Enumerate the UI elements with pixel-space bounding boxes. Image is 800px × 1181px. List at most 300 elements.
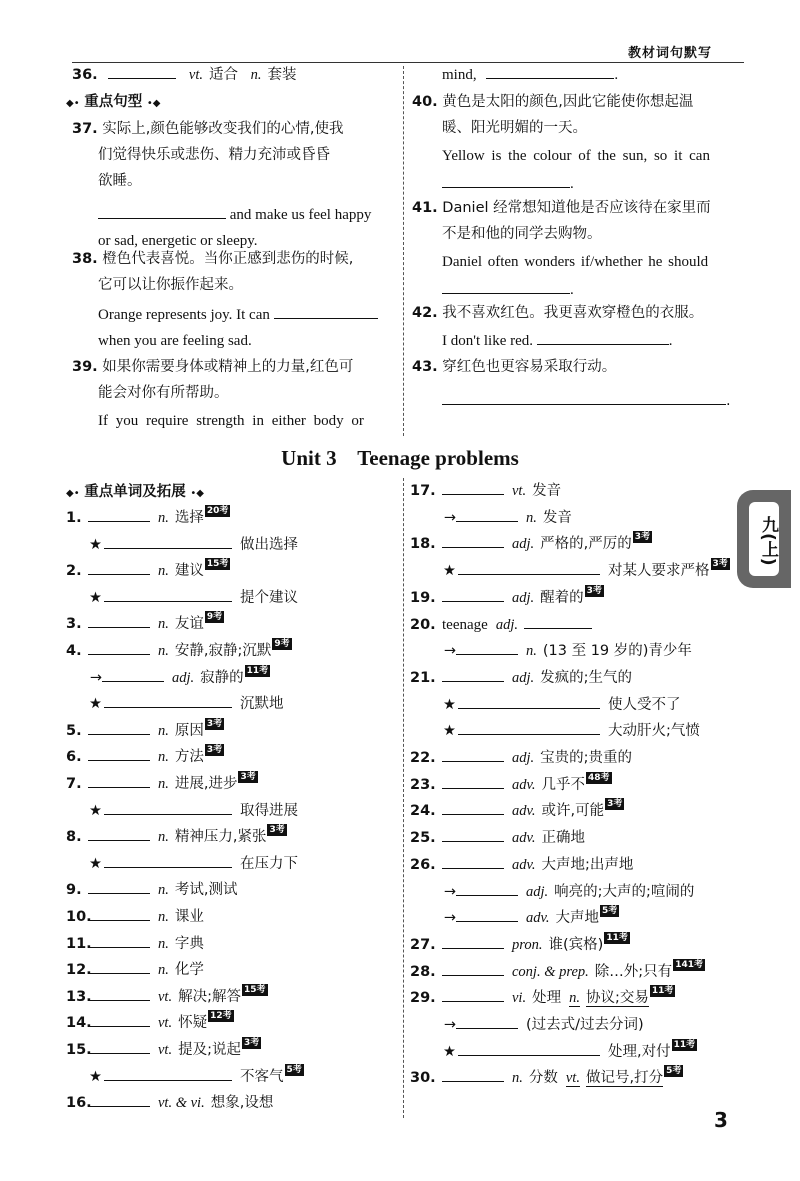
chinese-line: 穿红色也更容易采取行动。 xyxy=(442,359,617,375)
definition: 大声地;出声地 xyxy=(541,856,634,873)
definition: 严格的,严厉的 xyxy=(540,536,632,553)
question-number: 6. xyxy=(66,749,82,766)
definition: 大声地 xyxy=(555,910,599,927)
definition: 建议 xyxy=(174,563,204,580)
part-of-speech: n. xyxy=(158,643,169,659)
chinese-line: 我不喜欢红色。我更喜欢穿橙色的衣服。 xyxy=(442,305,704,321)
english-line: Daniel often wonders if/whether he should xyxy=(442,254,709,270)
answer-blank[interactable] xyxy=(88,1010,150,1027)
answer-blank[interactable] xyxy=(442,388,726,405)
definition: 做出选择 xyxy=(240,536,298,553)
question-42: 42. 我不喜欢红色。我更喜欢穿橙色的衣服。 I don't like red. . xyxy=(412,300,737,354)
part-of-speech: vt. xyxy=(188,67,203,83)
chinese-line: 们觉得快乐或悲伤、精力充沛或昏昏 xyxy=(98,147,330,163)
vocab-row xyxy=(66,824,287,850)
answer-blank[interactable] xyxy=(442,585,504,602)
section-title: 重点句型 xyxy=(84,94,143,110)
definition: 正确地 xyxy=(541,830,585,847)
exam-count-badge: 5考 xyxy=(602,906,618,917)
question-number: 9. xyxy=(66,882,82,899)
question-43: 43. 穿红色也更容易采取行动。 . xyxy=(412,354,737,414)
exam-count-badge: 48考 xyxy=(588,772,610,783)
answer-blank[interactable] xyxy=(458,718,600,735)
vocab-row xyxy=(410,478,561,504)
answer-blank[interactable] xyxy=(104,691,232,708)
definition: 响亮的;大声的;喧闹的 xyxy=(554,883,695,900)
definition: 进展,进步 xyxy=(174,776,238,792)
question-number: 29. xyxy=(410,990,436,1007)
exam-count-badge: 3考 xyxy=(634,532,651,543)
vocab-row xyxy=(66,771,258,797)
english-line: Orange represents joy. It can xyxy=(98,307,270,323)
chinese-line: 欲睡。 xyxy=(98,173,142,189)
vocab-row xyxy=(66,532,298,558)
vocab-row xyxy=(66,1090,273,1116)
answer-blank[interactable] xyxy=(104,1064,232,1081)
answer-blank[interactable] xyxy=(108,62,176,79)
vocab-row xyxy=(410,985,675,1011)
page-header-title: 教材词句默写 xyxy=(628,46,713,61)
vocab-row xyxy=(410,665,632,691)
part-of-speech: adv. xyxy=(512,830,536,847)
question-number: 3. xyxy=(66,616,82,633)
answer-blank[interactable] xyxy=(104,851,232,868)
answer-blank[interactable] xyxy=(458,692,600,709)
vocab-row xyxy=(66,611,224,637)
answer-blank[interactable] xyxy=(442,985,504,1002)
answer-blank[interactable] xyxy=(442,959,504,976)
vocab-row xyxy=(410,772,612,798)
answer-blank[interactable] xyxy=(88,824,150,841)
answer-blank[interactable] xyxy=(88,718,150,735)
vocab-row xyxy=(410,612,592,638)
definition: 适合 xyxy=(209,67,238,83)
exam-count-badge: 15考 xyxy=(206,559,229,570)
definition: 方法 xyxy=(174,749,204,766)
vocab-row xyxy=(410,852,633,878)
answer-blank[interactable] xyxy=(88,931,150,948)
answer-blank[interactable] xyxy=(442,825,504,842)
definition: 宝贵的;贵重的 xyxy=(540,750,633,766)
answer-blank[interactable] xyxy=(88,984,150,1001)
part-of-speech: n. xyxy=(158,829,169,846)
english-line: Yellow is the colour of the sun, so it can xyxy=(442,148,710,164)
answer-blank[interactable] xyxy=(442,171,570,188)
vocab-row xyxy=(410,879,694,905)
exam-count-badge: 11考 xyxy=(651,986,674,997)
vocab-row xyxy=(66,931,204,957)
grade-side-tab xyxy=(737,490,791,588)
vocab-row xyxy=(410,505,572,531)
diamond-icon: ◆• xyxy=(66,488,80,499)
english-line: or sad, energetic or sleepy. xyxy=(98,233,258,249)
definition: 做记号,打分 xyxy=(585,1070,664,1087)
part-of-speech: n. xyxy=(158,935,169,952)
part-of-speech: n. xyxy=(250,67,262,83)
definition: 醒着的 xyxy=(540,589,584,606)
question-number: 42. xyxy=(412,305,438,321)
part-of-speech: adj. xyxy=(526,883,549,900)
part-of-speech: vt. xyxy=(158,1042,173,1058)
exam-count-badge: 9考 xyxy=(274,639,290,649)
question-39-continued: mind, . xyxy=(442,62,618,88)
english-line: mind, xyxy=(442,67,477,83)
vocab-row xyxy=(66,638,292,664)
definition: 不客气 xyxy=(240,1068,284,1085)
definition: 发音 xyxy=(532,483,562,499)
answer-blank[interactable] xyxy=(274,302,378,319)
diamond-icon: •◆ xyxy=(190,488,204,499)
question-number: 12. xyxy=(66,962,92,979)
definition: 想象,设想 xyxy=(210,1095,274,1112)
english-line: and make us feel happy xyxy=(229,207,372,223)
question-number: 30. xyxy=(410,1070,436,1087)
headword: teenage xyxy=(442,616,488,633)
definition: 原因 xyxy=(174,722,204,739)
grade-label: 九(上) xyxy=(749,502,779,576)
answer-blank[interactable] xyxy=(456,638,518,655)
part-of-speech: adv. xyxy=(512,803,536,820)
definition: 谁(宾格) xyxy=(548,936,604,953)
part-of-speech: conj. & prep. xyxy=(512,963,589,980)
arrow-icon: → xyxy=(443,910,456,927)
arrow-icon: → xyxy=(443,509,456,526)
english-line: when you are feeling sad. xyxy=(98,333,252,349)
question-number: 2. xyxy=(66,563,82,580)
question-number: 38. xyxy=(72,251,98,267)
answer-blank[interactable] xyxy=(456,879,518,896)
question-number: 25. xyxy=(410,830,436,847)
definition: 套装 xyxy=(267,67,297,83)
question-number: 7. xyxy=(66,776,82,792)
part-of-speech: n. xyxy=(158,616,169,633)
answer-blank[interactable] xyxy=(88,957,150,974)
arrow-icon: → xyxy=(443,1017,456,1033)
definition: 除…外;只有 xyxy=(594,963,673,980)
vocab-row xyxy=(410,745,632,771)
definition: 友谊 xyxy=(174,616,204,633)
star-icon: ★ xyxy=(89,696,102,713)
part-of-speech: n. xyxy=(158,776,169,792)
vocab-row xyxy=(66,744,224,770)
answer-blank[interactable] xyxy=(456,505,518,522)
answer-blank[interactable] xyxy=(88,611,150,628)
question-number: 26. xyxy=(410,856,436,873)
question-number: 4. xyxy=(66,643,82,659)
chinese-line: 不是和他的同学去购物。 xyxy=(442,226,602,242)
part-of-speech: n. xyxy=(158,563,169,580)
vocab-row xyxy=(66,558,230,584)
question-37 xyxy=(72,116,397,254)
vocab-row xyxy=(410,718,700,744)
part-of-speech: n. xyxy=(158,909,169,925)
vocab-row xyxy=(410,1039,697,1065)
answer-blank[interactable] xyxy=(442,1065,504,1082)
answer-blank[interactable] xyxy=(442,665,504,682)
question-number: 18. xyxy=(410,536,436,553)
answer-blank[interactable] xyxy=(88,904,150,921)
definition: 几乎不 xyxy=(541,776,585,793)
exam-count-badge: 3考 xyxy=(586,585,602,596)
question-number: 41. xyxy=(412,200,438,216)
question-36 xyxy=(72,62,296,88)
chinese-line: 如果你需要身体或精神上的力量,红色可 xyxy=(102,359,354,375)
definition: 怀疑 xyxy=(178,1015,208,1032)
exam-count-badge: 5考 xyxy=(666,1066,682,1077)
star-icon: ★ xyxy=(89,1068,102,1085)
vocab-row xyxy=(66,665,270,691)
answer-blank[interactable] xyxy=(442,531,504,548)
question-number: 43. xyxy=(412,359,438,375)
exam-count-badge: 3考 xyxy=(206,718,223,729)
definition: 考试,测试 xyxy=(174,882,238,899)
answer-blank[interactable] xyxy=(88,744,150,761)
answer-blank[interactable] xyxy=(458,1039,600,1056)
part-of-speech: vt. xyxy=(158,988,173,1005)
vocab-row xyxy=(410,825,585,851)
definition: 在压力下 xyxy=(240,855,298,872)
question-number: 1. xyxy=(66,510,82,526)
exam-count-badge: 15考 xyxy=(243,984,266,995)
definition: 选择 xyxy=(174,510,204,526)
question-38 xyxy=(72,246,397,354)
question-40: 40. 黄色是太阳的颜色,因此它能使你想起温 暖、阳光明媚的一天。 Yellow is the colour of the sun, so it can . xyxy=(412,89,737,197)
definition: 使人受不了 xyxy=(608,696,681,713)
answer-blank[interactable] xyxy=(442,745,504,762)
part-of-speech: n. xyxy=(512,1070,523,1087)
answer-blank[interactable] xyxy=(104,585,232,602)
question-41: 41. Daniel 经常想知道他是否应该待在家里而 不是和他的同学去购物。 Daniel often wonders if/whether he should . xyxy=(412,195,737,303)
vocab-row xyxy=(66,798,298,824)
answer-blank[interactable] xyxy=(88,638,150,655)
part-of-speech: vt. xyxy=(565,1070,580,1087)
part-of-speech: vi. xyxy=(512,990,527,1007)
vocab-row xyxy=(66,1064,304,1090)
exam-count-badge: 3考 xyxy=(240,772,256,782)
english-line: I don't like red. xyxy=(442,333,534,349)
vocab-row xyxy=(410,692,681,718)
definition: 处理 xyxy=(532,990,562,1007)
column-divider-top xyxy=(403,66,404,436)
definition: 提个建议 xyxy=(240,589,298,606)
vocab-row xyxy=(410,558,730,584)
answer-blank[interactable] xyxy=(456,1012,518,1029)
star-icon: ★ xyxy=(89,589,102,606)
answer-blank[interactable] xyxy=(88,771,150,788)
question-number: 15. xyxy=(66,1042,92,1058)
vocab-row xyxy=(410,932,630,958)
vocab-row xyxy=(66,718,224,744)
english-line: If you require strength in either body or xyxy=(98,413,364,429)
answer-blank[interactable] xyxy=(537,328,669,345)
part-of-speech: pron. xyxy=(512,936,543,953)
vocab-row xyxy=(410,959,705,985)
diamond-icon: ◆• xyxy=(66,98,80,109)
definition: 课业 xyxy=(174,909,204,925)
chinese-line: 能会对你有所帮助。 xyxy=(98,385,229,401)
answer-blank[interactable] xyxy=(486,62,614,79)
part-of-speech: adv. xyxy=(512,776,536,793)
exam-count-badge: 9考 xyxy=(206,612,223,623)
answer-blank[interactable] xyxy=(442,798,504,815)
vocab-row xyxy=(410,531,652,557)
answer-blank[interactable] xyxy=(442,277,570,294)
question-number: 36. xyxy=(72,67,98,83)
definition: 大动肝火;气愤 xyxy=(608,723,700,740)
vocab-row xyxy=(66,1010,234,1036)
question-number: 39. xyxy=(72,359,98,375)
part-of-speech: n. xyxy=(158,962,169,979)
vocab-row xyxy=(66,851,298,877)
exam-count-badge: 20考 xyxy=(206,506,229,516)
vocab-row xyxy=(66,877,237,903)
definition: (13 至 19 岁的)青少年 xyxy=(542,643,692,660)
unit-title: Unit 3 Teenage problems xyxy=(281,446,519,470)
exam-count-badge: 11考 xyxy=(673,1039,696,1050)
star-icon: ★ xyxy=(443,696,456,713)
question-number: 24. xyxy=(410,803,436,820)
answer-blank[interactable] xyxy=(442,852,504,869)
definition: 发疯的;生气的 xyxy=(540,669,633,686)
chinese-line: Daniel 经常想知道他是否应该待在家里而 xyxy=(442,200,711,216)
definition: 发音 xyxy=(542,509,572,526)
part-of-speech: n. xyxy=(158,722,169,739)
answer-blank[interactable] xyxy=(442,932,504,949)
definition: 分数 xyxy=(528,1070,558,1087)
vocab-row xyxy=(410,905,619,931)
star-icon: ★ xyxy=(89,855,102,872)
answer-blank[interactable] xyxy=(442,478,504,495)
vocab-row xyxy=(66,984,268,1010)
vocab-row xyxy=(66,585,298,611)
question-number: 5. xyxy=(66,722,82,739)
answer-blank[interactable] xyxy=(88,877,150,894)
star-icon: ★ xyxy=(89,802,102,819)
vocab-row xyxy=(410,638,692,664)
definition: 解决;解答 xyxy=(178,988,241,1005)
question-number: 11. xyxy=(66,935,92,952)
exam-count-badge: 12考 xyxy=(210,1011,232,1022)
column-divider-bottom xyxy=(403,478,404,1118)
exam-count-badge: 11考 xyxy=(606,932,628,943)
exam-count-badge: 3考 xyxy=(269,825,285,836)
question-number: 22. xyxy=(410,750,436,766)
part-of-speech: n. xyxy=(526,643,537,660)
question-number: 8. xyxy=(66,829,82,846)
answer-blank[interactable] xyxy=(442,772,504,789)
exam-count-badge: 3考 xyxy=(206,745,223,756)
part-of-speech: vt. & vi. xyxy=(158,1095,205,1112)
exam-count-badge: 3考 xyxy=(607,799,623,810)
definition: 沉默地 xyxy=(240,696,284,713)
answer-blank[interactable] xyxy=(98,202,226,219)
part-of-speech: adj. xyxy=(512,750,535,766)
definition: 协议;交易 xyxy=(585,990,649,1007)
definition: (过去式/过去分词) xyxy=(526,1017,644,1033)
part-of-speech: adv. xyxy=(526,910,550,927)
question-number: 17. xyxy=(410,483,436,499)
vocab-row xyxy=(410,798,624,824)
answer-blank[interactable] xyxy=(104,798,232,815)
star-icon: ★ xyxy=(443,1043,456,1060)
question-number: 28. xyxy=(410,963,436,980)
arrow-icon: → xyxy=(89,669,102,686)
answer-blank[interactable] xyxy=(88,1037,150,1054)
question-number: 37. xyxy=(72,121,98,137)
part-of-speech: n. xyxy=(158,510,169,526)
question-number: 23. xyxy=(410,776,436,793)
vocab-row xyxy=(66,957,204,983)
vocab-row xyxy=(410,1065,683,1091)
question-39 xyxy=(72,354,397,434)
definition: 取得进展 xyxy=(240,802,298,819)
section-heading-vocab xyxy=(66,479,204,507)
definition: 化学 xyxy=(174,962,204,979)
definition: 或许,可能 xyxy=(541,803,605,820)
exam-count-badge: 3考 xyxy=(712,559,728,570)
definition: 字典 xyxy=(174,935,204,952)
chinese-line: 暖、阳光明媚的一天。 xyxy=(442,120,587,136)
star-icon: ★ xyxy=(443,723,456,740)
answer-blank[interactable] xyxy=(88,1090,150,1107)
question-number: 20. xyxy=(410,616,436,633)
chinese-line: 黄色是太阳的颜色,因此它能使你想起温 xyxy=(442,94,694,110)
definition: 精神压力,紧张 xyxy=(174,829,267,846)
question-number: 13. xyxy=(66,988,92,1005)
question-number: 16. xyxy=(66,1095,92,1112)
answer-blank[interactable] xyxy=(102,665,164,682)
diamond-icon: •◆ xyxy=(146,98,161,109)
exam-count-badge: 3考 xyxy=(243,1038,260,1048)
answer-blank[interactable] xyxy=(456,905,518,922)
definition: 安静,寂静;沉默 xyxy=(174,643,272,659)
part-of-speech: adv. xyxy=(512,856,536,873)
answer-blank[interactable] xyxy=(104,532,232,549)
question-number: 27. xyxy=(410,936,436,953)
star-icon: ★ xyxy=(89,536,102,553)
section-title: 重点单词及拓展 xyxy=(84,484,186,500)
chinese-line: 橙色代表喜悦。当你正感到悲伤的时候, xyxy=(102,251,354,267)
part-of-speech: adj. xyxy=(512,536,535,553)
vocab-row xyxy=(410,585,604,611)
exam-count-badge: 141考 xyxy=(675,959,703,970)
definition: 对某人要求严格 xyxy=(608,563,710,580)
part-of-speech: adj. xyxy=(512,589,535,606)
answer-blank[interactable] xyxy=(524,612,592,629)
part-of-speech: n. xyxy=(158,882,169,899)
vocab-row xyxy=(410,1012,644,1038)
star-icon: ★ xyxy=(443,563,456,580)
exam-count-badge: 11考 xyxy=(246,665,269,676)
question-number: 21. xyxy=(410,669,436,686)
definition: 处理,对付 xyxy=(608,1043,671,1060)
answer-blank[interactable] xyxy=(88,558,150,575)
part-of-speech: vt. xyxy=(158,1015,173,1032)
part-of-speech: adj. xyxy=(512,669,535,686)
answer-blank[interactable] xyxy=(458,558,600,575)
part-of-speech: n. xyxy=(569,990,580,1007)
chinese-line: 它可以让你振作起来。 xyxy=(98,277,243,293)
vocab-row xyxy=(66,505,230,531)
exam-count-badge: 5考 xyxy=(286,1064,302,1075)
question-number: 14. xyxy=(66,1015,92,1032)
part-of-speech: adj. xyxy=(495,616,518,633)
part-of-speech: n. xyxy=(526,509,537,526)
part-of-speech: vt. xyxy=(512,483,527,499)
vocab-row xyxy=(66,691,284,717)
answer-blank[interactable] xyxy=(88,505,150,522)
part-of-speech: n. xyxy=(158,749,169,766)
